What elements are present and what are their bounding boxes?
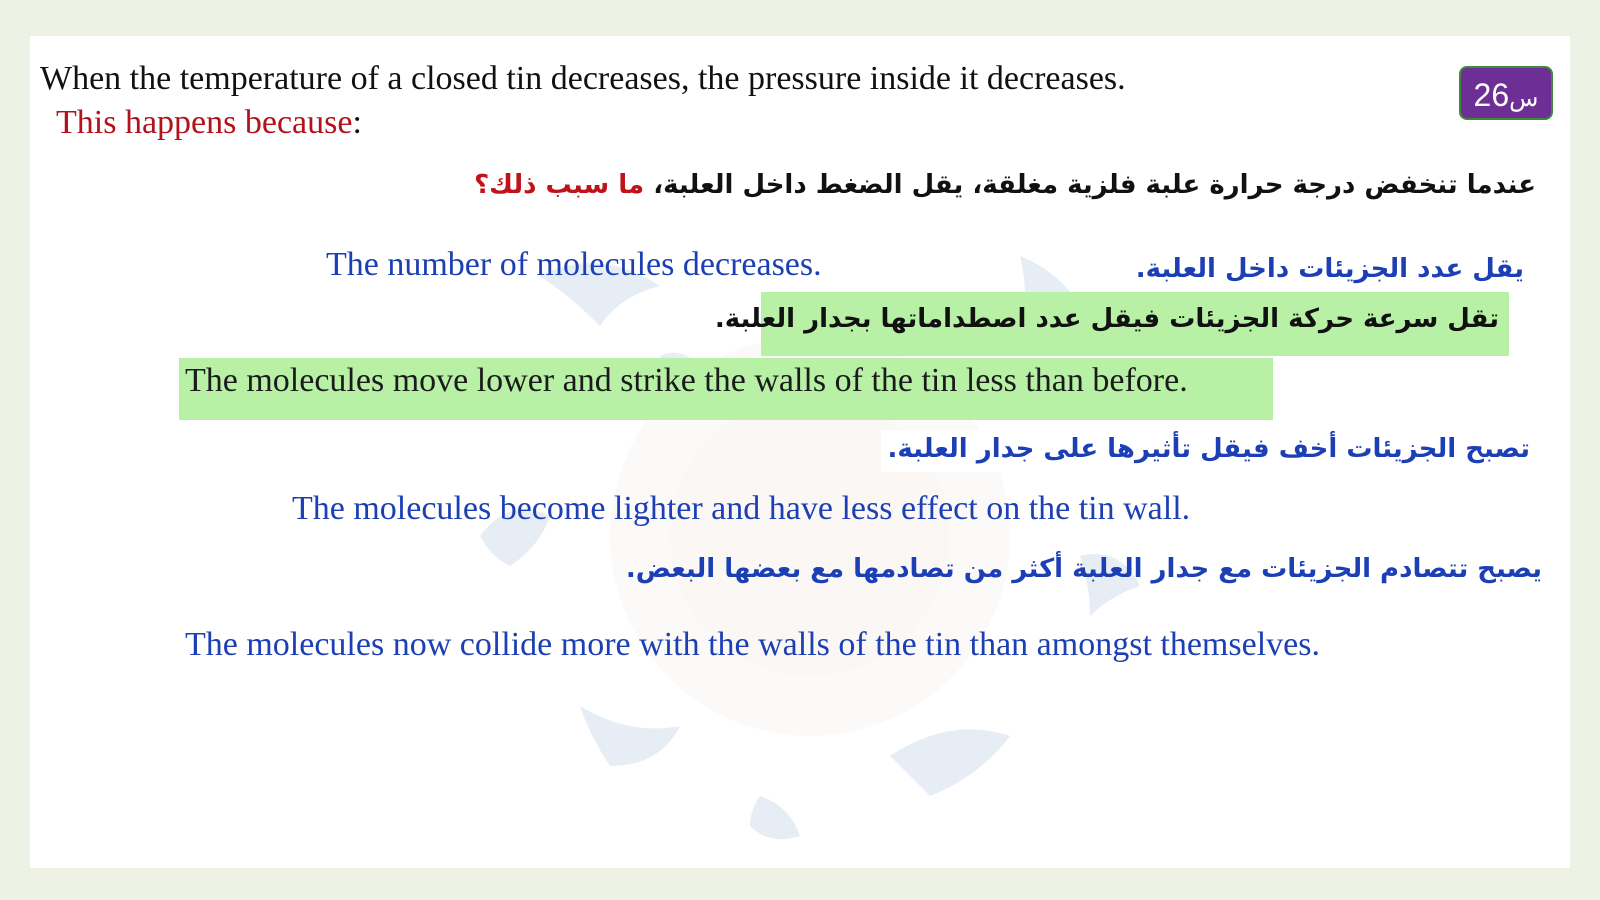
option-d-english: The molecules now collide more with the walls of the tin than amongst themselves. xyxy=(185,626,1320,663)
question-number-badge xyxy=(1459,66,1553,120)
option-b-arabic: تقل سرعة حركة الجزيئات فيقل عدد اصطداماتها بجدار العلبة. xyxy=(761,292,1509,356)
option-d-arabic: يصبح تتصادم الجزيئات مع جدار العلبة أكثر من تصادمها مع بعضها البعض. xyxy=(625,554,1542,584)
option-b-english: The molecules move lower and strike the walls of the tin less than before. xyxy=(179,358,1273,420)
question-arabic xyxy=(474,170,1536,200)
option-a-arabic: يقل عدد الجزيئات داخل العلبة. xyxy=(1130,250,1530,288)
question-number-prefix: س xyxy=(1509,85,1539,112)
option-c-english: The molecules become lighter and have less effect on the tin wall. xyxy=(292,490,1191,527)
question-arabic-main: عندما تنخفض درجة حرارة علبة فلزية مغلقة، يقل الضغط داخل العلبة، xyxy=(644,170,1536,200)
question-english-prompt xyxy=(56,104,362,142)
question-prompt-text: This happens because xyxy=(56,104,353,141)
option-c-arabic: تصبح الجزيئات أخف فيقل تأثيرها على جدار العلبة. xyxy=(881,430,1536,472)
question-arabic-prompt: ما سبب ذلك؟ xyxy=(474,170,645,200)
question-prompt-colon: : xyxy=(352,104,362,141)
option-a-english: The number of molecules decreases. xyxy=(326,246,822,283)
question-number: 26 xyxy=(1473,77,1510,113)
question-english: When the temperature of a closed tin decreases, the pressure inside it decreases. xyxy=(40,60,1126,97)
slide xyxy=(30,36,1570,868)
